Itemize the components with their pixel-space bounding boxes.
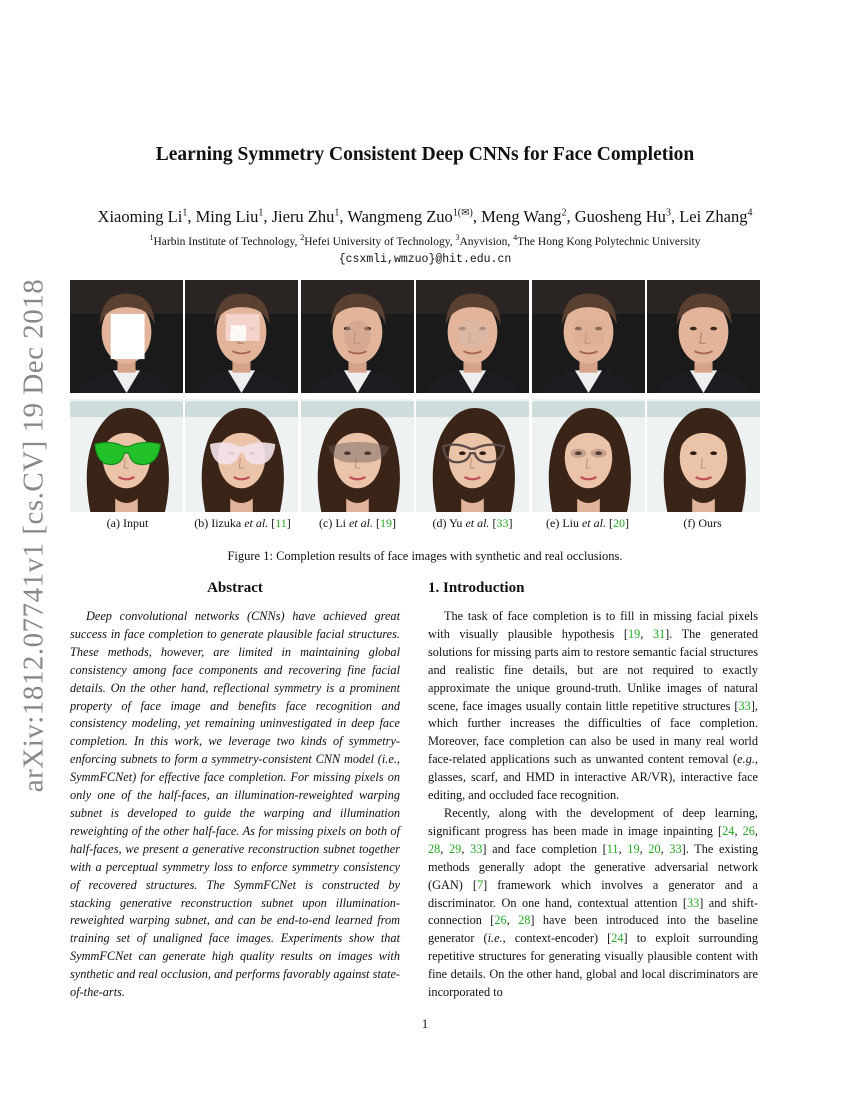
citation-link: 33 <box>496 516 509 530</box>
citation-link: 19 <box>379 516 392 530</box>
citation-link: 19 <box>627 841 640 856</box>
author-name: Guosheng Hu <box>574 207 666 226</box>
text-run: , <box>440 841 450 856</box>
subcaption <box>645 516 760 531</box>
text-run: ] have been introduced into the baseline generator ( <box>428 913 758 946</box>
subcaption-etal: et al. <box>465 516 490 530</box>
image-female-liu <box>532 399 645 512</box>
text-run: , <box>640 626 653 641</box>
abstract-text: Deep convolutional networks (CNNs) have achieved great success in face completion to generate plausible facial structures. These methods, however, are limited in maintaining global consistency among face components and recovering fine facial details. On the other hand, reflectional symmetry is a prominent property of face image and benefits face recognition and consistency modeling, yet remaining uninvestigated in deep face completion. In this work, we leverage two kinds of symmetry-enforcing subnets to form a symmetry-consistent CNN model (i.e., SymmFCNet) for effective face completion. For missing pixels on only one of the half-faces, an illumination-reweighted warping subnet is developed to guide the warping and illumination reweighting of the other half-face. As for missing pixels on both of half-faces, we present a generative reconstruction subnet together with a perceptual symmetry loss to enforce symmetry consistency of recovered structures. The SymmFCNet is constructed by stacking generative reconstruction subnet upon illumination-reweighted warping subnet, and can be end-to-end learned from training set of unaligned face images. Experiments show that SymmFCNet can generate high quality results on images with synthetic and real occlusion, and performs favorably against state-of-the-arts. <box>70 609 400 1000</box>
subcaption-text: (d) Yu <box>432 516 466 530</box>
text-run: , glasses, scarf, and HMD in interactive AR/VR), interactive face editing, and occluded face recognition. <box>428 752 758 803</box>
image-male-yu <box>416 280 529 393</box>
subcaption-text: (a) Input <box>106 516 149 530</box>
text-run: ] framework which involves a generator and a discriminator. On one hand, contextual attention [ <box>428 877 758 910</box>
citation-link: 11 <box>606 841 619 856</box>
text-run: , <box>754 823 758 838</box>
image-male-input <box>70 280 183 393</box>
affil-name: The Hong Kong Polytechnic University <box>517 235 701 248</box>
citation-link: 33 <box>669 841 682 856</box>
contact-email: {csxmli,wmzuo}@hit.edu.cn <box>338 253 512 266</box>
figure-1-subcaptions <box>70 516 760 531</box>
image-female-iizuka <box>185 399 298 512</box>
affiliations <box>0 233 850 248</box>
subcaption-etal: et al. <box>348 516 373 530</box>
citation-link: 24 <box>611 931 624 946</box>
citation-link: 33 <box>686 895 700 910</box>
subcaption: (c) Li et al. [19] <box>319 516 396 530</box>
paper-title: Learning Symmetry Consistent Deep CNNs for Face Completion <box>155 144 695 165</box>
intro-paragraph-1 <box>428 608 758 805</box>
affil-name: Harbin Institute of Technology, <box>153 235 301 248</box>
citation-link: 31 <box>652 626 666 641</box>
citation-link: 24 <box>722 823 735 838</box>
right-column <box>428 578 758 1002</box>
citation-link: 19 <box>627 626 641 641</box>
citation-link: 20 <box>648 841 661 856</box>
text-run: ] and shift-connection [ <box>428 895 758 928</box>
italic-run: i.e. <box>487 931 503 946</box>
text-run: ]. The existing methods generally adopt the generative adversarial network (GAN) [ <box>428 841 758 892</box>
subcaption-etal: et al. <box>244 516 269 530</box>
text-run: ], which further increases the difficulties of face completion. Moreover, face completion can also be used in many real world face-related applications such as unwanted content removal ( <box>428 698 758 767</box>
author-affil-mark: 2 <box>561 207 567 219</box>
author-list: Xiaoming Li$^1$, Ming Liu$^1$, Jieru Zhu$^1$, Wangmeng Zuo$^{1(✉)}$, Meng Wang$^2$, Guosheng Hu$^3$, Lei Zhang$^4$ <box>97 207 753 226</box>
affil-name: Anyvision, <box>459 235 514 248</box>
affil-mark: 2 <box>300 233 305 242</box>
text-run: , <box>639 841 649 856</box>
affil-mark: 4 <box>513 233 518 242</box>
author-affil-mark: 3 <box>665 207 671 219</box>
page-number: 1 <box>421 1017 429 1031</box>
author-affil-mark: 1 <box>334 207 340 219</box>
text-run: , <box>660 841 670 856</box>
image-male-ours <box>647 280 760 393</box>
citation-link: 33 <box>470 841 483 856</box>
affil-mark: 1 <box>149 233 154 242</box>
text-run: ]. The generated solutions for missing parts aim to restore semantic facial structures and realistic fine details, but are not required to exactly approximate the unique ground-truth. Unlike images of natural scene, face images usually contain little repetitive structures [ <box>428 626 758 713</box>
author-affil-mark: 1 <box>258 207 264 219</box>
image-male-liu <box>532 280 645 393</box>
author-affil-mark: 1 <box>182 207 188 219</box>
author-name: Meng Wang <box>481 207 562 226</box>
citation-link: 11 <box>275 516 287 530</box>
image-male-li <box>301 280 414 393</box>
text-run: , <box>461 841 471 856</box>
author-name: Jieru Zhu <box>271 207 335 226</box>
introduction-heading: 1. Introduction <box>428 580 525 596</box>
subcaption: (e) Liu et al. [20] <box>546 516 629 530</box>
subcaption-text: (c) Li <box>319 516 349 530</box>
author-affil-mark: 1(✉) <box>452 207 473 219</box>
image-female-yu <box>416 399 529 512</box>
subcaption-text: (f) Ours <box>683 516 722 530</box>
affil-name: Hefei University of Technology, <box>304 235 456 248</box>
abstract-heading: Abstract <box>207 580 263 596</box>
citation-link: 29 <box>449 841 462 856</box>
intro-paragraph-2 <box>428 805 758 1002</box>
image-female-ours <box>647 399 760 512</box>
text-run: , context-encoder) [ <box>502 931 612 946</box>
text-run: , <box>734 823 743 838</box>
arxiv-side-stamp: arXiv:1812.07741v1 [cs.CV] 19 Dec 2018 <box>17 278 50 792</box>
author-name: Wangmeng Zuo <box>347 207 453 226</box>
image-female-li <box>301 399 414 512</box>
subcaption-text: (e) Liu <box>546 516 582 530</box>
text-run: , <box>618 841 628 856</box>
author-name: Ming Liu <box>195 207 259 226</box>
subcaption-text: (b) Iizuka <box>194 516 245 530</box>
text-run: , <box>506 913 519 928</box>
figure-1-caption: Figure 1: Completion results of face images with synthetic and real occlusions. <box>227 549 623 563</box>
italic-run: e.g. <box>737 752 755 767</box>
citation-link: 28 <box>428 841 441 856</box>
citation-link: 26 <box>494 913 507 928</box>
text-run: ] to exploit surrounding repetitive structures for generating visually plausible content with fine details. On the other hand, global and local discriminators are incorporated to <box>428 931 758 1000</box>
left-column <box>70 578 400 1002</box>
citation-link: 33 <box>738 698 751 713</box>
citation-link: 7 <box>476 877 484 892</box>
figure-1-image-grid <box>70 280 760 512</box>
text-run: Recently, along with the development of deep learning, significant progress has been made in image inpainting [ <box>428 805 758 838</box>
author-name: Lei Zhang <box>679 207 748 226</box>
subcaption: (b) Iizuka et al. [11] <box>194 516 291 530</box>
subcaption-etal: et al. <box>581 516 606 530</box>
text-run: ] and face completion [ <box>482 841 607 856</box>
citation-link: 20 <box>612 516 625 530</box>
subcaption <box>70 516 185 531</box>
image-male-iizuka <box>185 280 298 393</box>
citation-link: 26 <box>742 823 755 838</box>
author-affil-mark: 4 <box>747 207 753 219</box>
subcaption: (d) Yu et al. [33] <box>432 516 513 530</box>
author-name: Xiaoming Li <box>97 207 183 226</box>
image-female-input <box>70 399 183 512</box>
text-run: The task of face completion is to fill in missing facial pixels with visually plausible hypothesis [ <box>428 609 758 641</box>
citation-link: 28 <box>518 913 531 928</box>
affil-mark: 3 <box>455 233 460 242</box>
